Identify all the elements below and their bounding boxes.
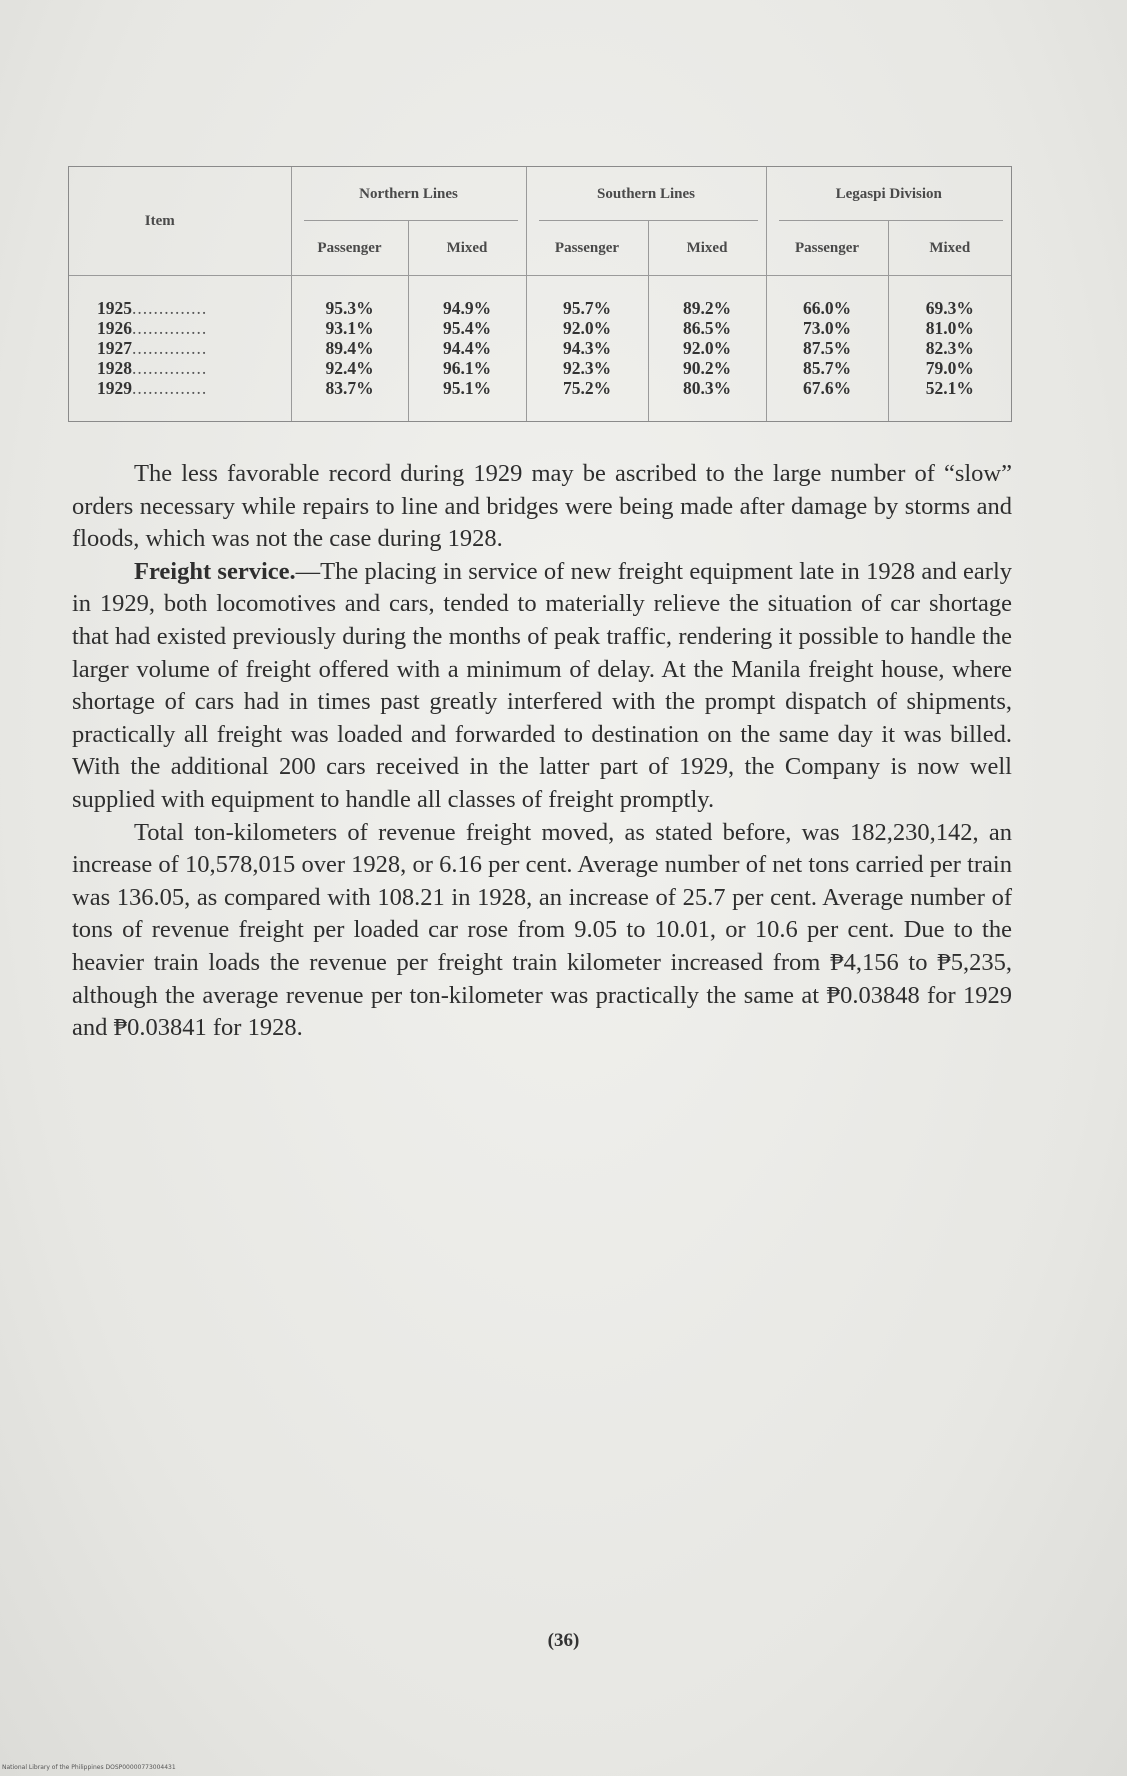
leader-dots: .............. (132, 318, 208, 338)
sub-header-northern-mixed: Mixed (408, 221, 526, 276)
leader-dots: .............. (132, 358, 208, 378)
sub-header-northern-passenger: Passenger (291, 221, 408, 276)
column-legaspi-mixed (888, 276, 1011, 422)
table-cell: 95.1% (442, 378, 492, 398)
table-cell: 82.3% (925, 338, 974, 358)
column-northern-passenger (291, 276, 408, 422)
year-label: 1925 (97, 298, 132, 318)
column-legaspi-passenger (766, 276, 888, 422)
table-cell: 90.2% (682, 358, 732, 378)
group-label: Southern Lines (597, 185, 695, 202)
table-row-label (97, 318, 291, 338)
table-cell: 92.0% (562, 318, 612, 338)
table-cell: 92.0% (682, 338, 732, 358)
leader-dots: .............. (132, 338, 208, 358)
table-cell: 75.2% (562, 378, 612, 398)
year-label: 1927 (97, 338, 132, 358)
run-in-heading: Freight service. (134, 557, 296, 585)
table-data-row (69, 276, 1011, 422)
leader-dots: .............. (132, 378, 208, 398)
table-cell: 85.7% (802, 358, 852, 378)
group-header-legaspi (766, 167, 1011, 221)
paragraph-ton-kilometers: Total ton-kilometers of revenue freight moved, as stated before, was 182,230,142, an increase of 10,578,015 over 1928, or 6.16 per cent. Average number of net tons carried per train was 136.05, as compared with 108.21 in 1928, an increase of 25.7 per cent. Average number of tons of revenue freight per loaded car rose from 9.05 to 10.01, or 10.6 per cent. Due to the heavier train loads the revenue per freight train kilometer increased from ₱4,156 to ₱5,235, although the average revenue per ton-kilometer was practically the same at ₱0.03848 for 1929 and ₱0.03841 for 1928. (72, 818, 1012, 1042)
paragraph-slow-orders: The less favorable record during 1929 may be ascribed to the large number of “slow” orders necessary while repairs to line and bridges were being made after damage by storms and floods, which was not the case during 1928. (72, 460, 1012, 553)
item-column-header: Item (69, 167, 291, 276)
table-row-label (97, 378, 291, 398)
sub-header-legaspi-passenger: Passenger (766, 221, 888, 276)
table-cell: 66.0% (802, 298, 852, 318)
table-cell: 67.6% (802, 378, 852, 398)
group-label: Legaspi Division (835, 185, 942, 202)
table-cell: 94.9% (442, 298, 492, 318)
table-cell: 89.4% (325, 338, 374, 358)
table-cell: 87.5% (802, 338, 852, 358)
leader-dots: .............. (132, 298, 208, 318)
table-cell: 86.5% (682, 318, 732, 338)
table-cell: 94.3% (562, 338, 612, 358)
table-cell: 79.0% (925, 358, 974, 378)
sub-header-southern-passenger: Passenger (526, 221, 648, 276)
table-cell: 93.1% (325, 318, 374, 338)
page-number: (36) (547, 1630, 580, 1651)
group-label: Northern Lines (359, 185, 458, 202)
table-row-label (97, 298, 291, 318)
paragraph-freight-service (72, 556, 1012, 817)
group-header-northern (291, 167, 526, 221)
column-southern-passenger (526, 276, 648, 422)
year-label: 1929 (97, 378, 132, 398)
table-cell: 95.7% (562, 298, 612, 318)
year-label: 1928 (97, 358, 132, 378)
year-column (69, 276, 291, 422)
on-time-performance-table (68, 166, 1012, 422)
table-cell: 92.4% (325, 358, 374, 378)
stats-table (69, 167, 1011, 421)
table-cell: 73.0% (802, 318, 852, 338)
body-text (72, 458, 1012, 1045)
sub-header-southern-mixed: Mixed (648, 221, 766, 276)
footer-credit: National Library of the Philippines DOSP00000773004431 (2, 1764, 176, 1771)
table-cell: 80.3% (682, 378, 732, 398)
table-cell: 69.3% (925, 298, 974, 318)
sub-header-legaspi-mixed: Mixed (888, 221, 1011, 276)
table-cell: 52.1% (925, 378, 974, 398)
table-cell: 96.1% (442, 358, 492, 378)
table-cell: 92.3% (562, 358, 612, 378)
column-southern-mixed (648, 276, 766, 422)
column-northern-mixed (408, 276, 526, 422)
table-row-label (97, 358, 291, 378)
table-cell: 95.4% (442, 318, 492, 338)
table-cell: 81.0% (925, 318, 974, 338)
year-label: 1926 (97, 318, 132, 338)
table-cell: 95.3% (325, 298, 374, 318)
group-header-southern (526, 167, 766, 221)
table-row-label (97, 338, 291, 358)
table-cell: 89.2% (682, 298, 732, 318)
table-cell: 94.4% (442, 338, 492, 358)
paragraph-body: —The placing in service of new freight equipment late in 1928 and early in 1929, both locomotives and cars, tended to materially relieve the situation of car shortage that had existed previously during the months of peak traffic, rendering it possible to handle the larger volume of freight offered with a minimum of delay. At the Manila freight house, where shortage of cars had in times past greatly interfered with the prompt dispatch of shipments, practically all freight was loaded and forwarded to destination on the same day it was billed. With the additional 200 cars received in the latter part of 1929, the Company is now well supplied with equipment to handle all classes of freight promptly. (72, 557, 1012, 813)
table-cell: 83.7% (325, 378, 374, 398)
